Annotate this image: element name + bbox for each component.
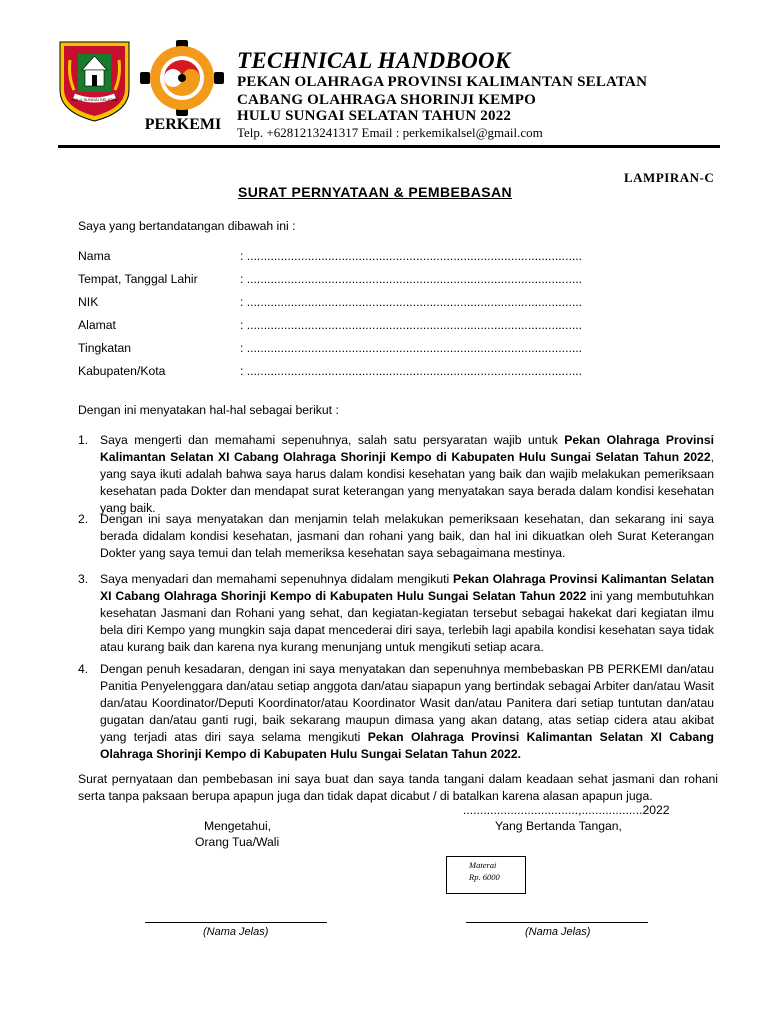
perkemi-label: PERKEMI	[144, 116, 222, 133]
left-signature-line[interactable]	[145, 922, 327, 923]
field-label-ttl: Tempat, Tanggal Lahir	[78, 272, 198, 286]
field-label-tingkatan: Tingkatan	[78, 341, 132, 355]
materai-stamp-box	[446, 856, 526, 894]
right-name-caption: (Nama Jelas)	[525, 926, 591, 938]
field-value-ttl[interactable]: : ...................................................................................................	[240, 272, 582, 286]
header-line-branch: CABANG OLAHRAGA SHORINJI KEMPO	[237, 92, 536, 108]
handbook-title: TECHNICAL HANDBOOK	[237, 48, 511, 73]
header-contact: Telp. +6281213241317 Email : perkemikalsel@gmail.com	[237, 125, 543, 140]
header-divider	[58, 145, 720, 148]
field-value-alamat[interactable]: : ...................................................................................................	[240, 318, 582, 332]
item-number-2: 2.	[78, 512, 89, 526]
attachment-label: LAMPIRAN-C	[624, 170, 715, 185]
declaration-intro: Dengan ini menyatakan hal-hal sebagai berikut :	[78, 403, 339, 417]
header-line-location: HULU SUNGAI SELATAN TAHUN 2022	[237, 108, 512, 124]
field-label-alamat: Alamat	[78, 318, 116, 332]
field-value-tingkatan[interactable]: : ...................................................................................................	[240, 341, 582, 355]
field-value-kabupaten[interactable]: : ...................................................................................................	[240, 364, 582, 378]
field-value-nik[interactable]: : ...................................................................................................	[240, 295, 582, 309]
materai-value: Rp. 6000	[469, 872, 500, 882]
left-sign-heading: Mengetahui,	[204, 819, 272, 833]
materai-label: Materai	[469, 860, 497, 870]
field-label-kabupaten: Kabupaten/Kota	[78, 364, 166, 378]
field-value-nama[interactable]: : ...................................................................................................	[240, 249, 582, 263]
header-line-event: PEKAN OLAHRAGA PROVINSI KALIMANTAN SELATAN	[237, 74, 648, 90]
right-sign-heading: Yang Bertanda Tangan,	[495, 819, 622, 833]
closing-statement: Surat pernyataan dan pembebasan ini saya buat dan saya tanda tangani dalam keadaan sehat jasmani dan rohani serta tanpa paksaan berupa apapun juga dan tidak dapat dicabut / di batalkan karena alasan apapun juga.	[78, 772, 718, 803]
intro-text: Saya yang bertandatangan dibawah ini :	[78, 219, 296, 233]
declaration-item-1: Saya mengerti dan memahami sepenuhnya, salah satu persyaratan wajib untuk Pekan Olahraga Provinsi Kalimantan Selatan XI Cabang Olahraga Shorinji Kempo di Kabupaten Hulu Sungai Selatan Tahun 2022, yang saya ikuti adalah bahwa saya harus dalam kondisi kesehatan yang baik dan wajib melakukan pemeriksaan kesehatan pada Dokter dan mendapat surat keterangan yang menyatakan saya berada dalam kondisi kesehatan yang baik.	[100, 433, 714, 515]
left-sign-role: Orang Tua/Wali	[195, 835, 280, 849]
declaration-item-2: Dengan ini saya menyatakan dan menjamin telah melakukan pemeriksaan kesehatan, dan sekarang ini saya berada didalam kondisi kesehatan, jasmani dan rohani yang baik, dan hal ini dikuatkan oleh Surat Keterangan Dokter yang saya temui dan telah memeriksa kesehatan saya sebagaimana mestinya.	[100, 512, 714, 560]
item-number-1: 1.	[78, 433, 89, 447]
date-line[interactable]: ..................................,..................2022	[463, 803, 670, 817]
declaration-item-4: Dengan penuh kesadaran, dengan ini saya menyatakan dan sepenuhnya membebaskan PB PERKEMI dan/atau Panitia Penyelenggara dan/atau setiap anggota dan/atau siapapun yang bertindak sebagai Arbiter dan/atau Wasit dan/atau Koordinator/Deputi Koordinator/atau Koordinator Wasit dan/atau Panitera dari setiap tuntutan dan/atau gugatan dan/atau ganti rugi, baik sekarang maupun dimasa yang akan datang, atas setiap cidera atau akibat yang terjadi atas diri saya selama mengikuti Pekan Olahraga Provinsi Kalimantan Selatan XI Cabang Olahraga Shorinji Kempo di Kabupaten Hulu Sungai Selatan Tahun 2022.	[100, 662, 714, 761]
left-name-caption: (Nama Jelas)	[203, 926, 269, 938]
perkemi-logo	[140, 40, 224, 120]
kabupaten-emblem-text: HULU SUNGAI SELATAN	[71, 97, 118, 102]
declaration-item-3: Saya menyadari dan memahami sepenuhnya didalam mengikuti Pekan Olahraga Provinsi Kalimantan Selatan XI Cabang Olahraga Shorinji Kempo di Kabupaten Hulu Sungai Selatan Tahun 2022 ini yang membutuhkan kesehatan Jasmani dan Rohani yang sehat, dan kegiatan-kegiatan tersebut sebagai hakekat dari kegiatan ilmu bela diri Kempo yang mungkin saja dapat mencederai diri saya, terlebih lagi apabila kondisi kesehatan saya tidak atau kurang baik dan karena nya kurang menunjang untuk mengikuti setiap acara.	[100, 572, 715, 654]
item-number-4: 4.	[78, 662, 89, 676]
document-title: SURAT PERNYATAAN & PEMBEBASAN	[238, 184, 512, 200]
field-label-nama: Nama	[78, 249, 111, 263]
item-number-3: 3.	[78, 572, 89, 586]
field-label-nik: NIK	[78, 295, 99, 309]
right-signature-line[interactable]	[466, 922, 648, 923]
kabupaten-emblem-logo	[58, 40, 131, 123]
